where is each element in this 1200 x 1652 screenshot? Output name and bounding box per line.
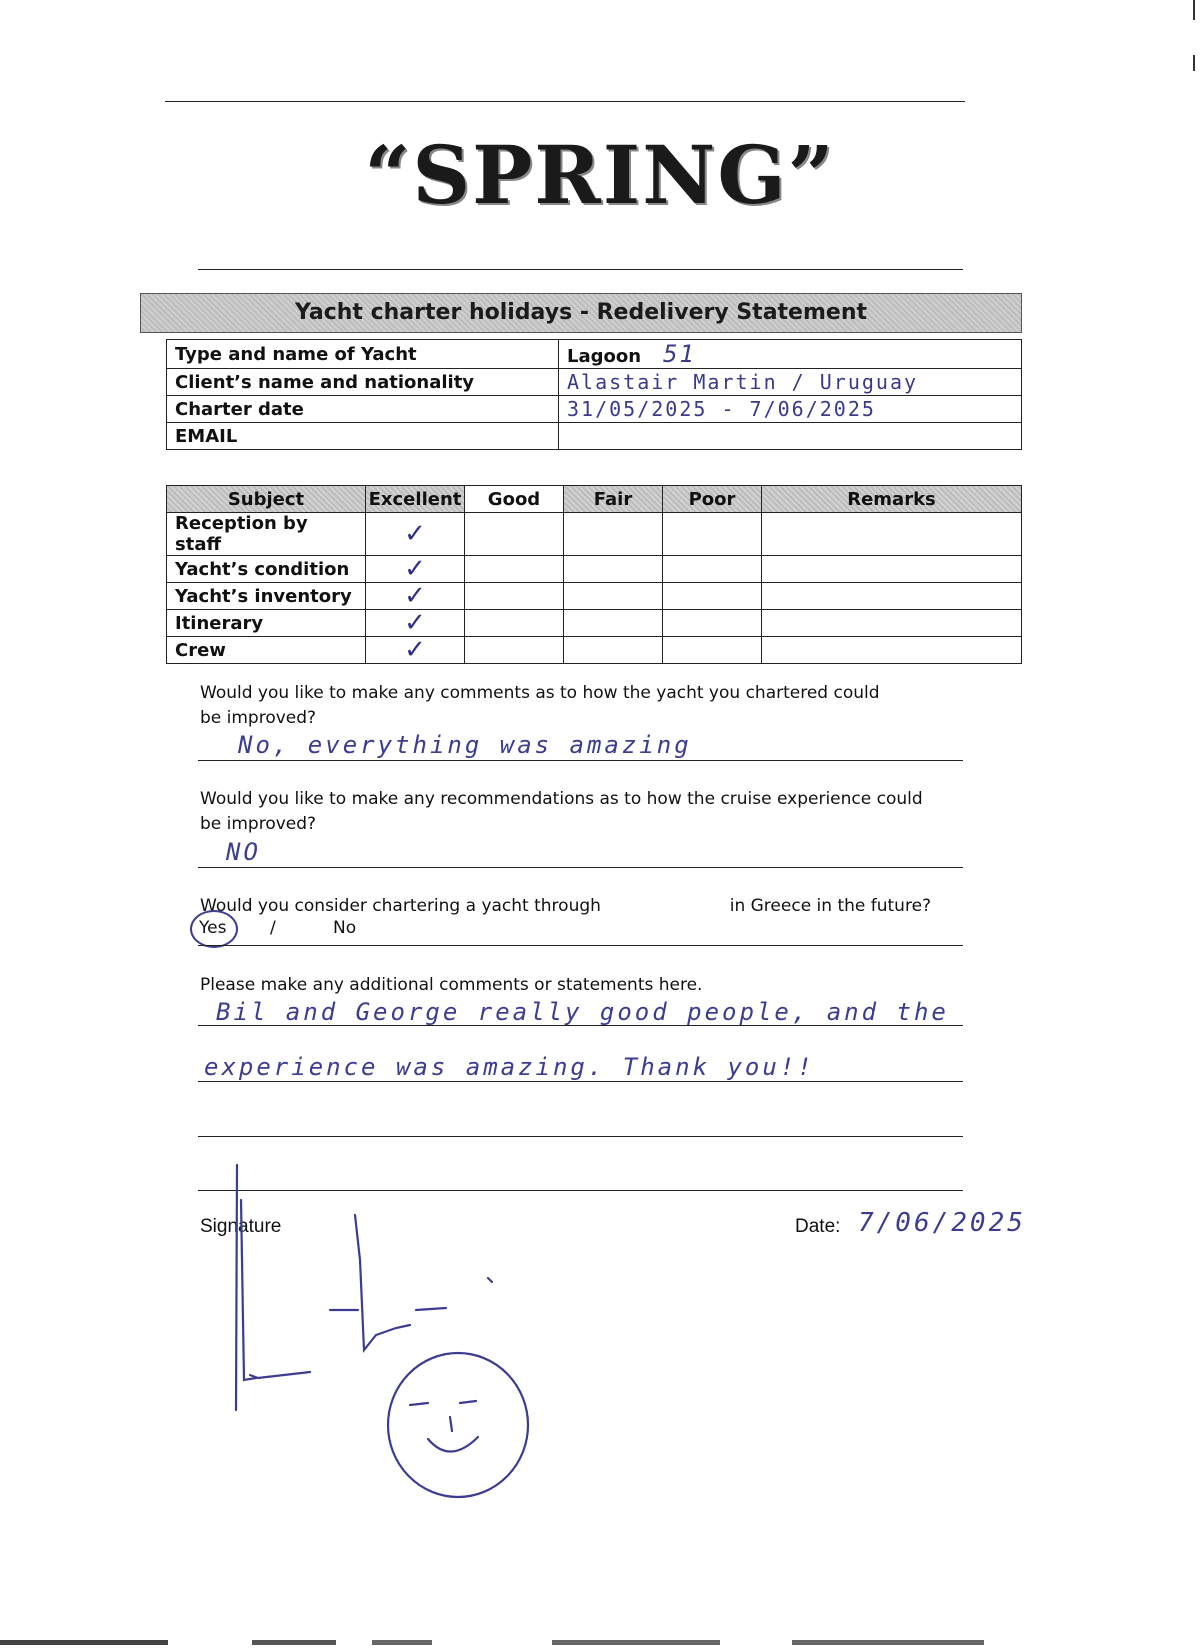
question-future-charter-start: Would you consider chartering a yacht through [200, 896, 601, 916]
header-good: Good [465, 486, 564, 513]
poor-cell [663, 513, 762, 556]
answer-line [198, 867, 963, 868]
ratings-table [166, 485, 1022, 664]
question-cruise-improvement: Would you like to make any recommendations as to how the cruise experience could be improved? [200, 789, 923, 834]
additional-comment-line-1: Bil and George really good people, and the [216, 998, 949, 1026]
ratings-header-row [167, 486, 1022, 513]
info-label: Client’s name and nationality [167, 369, 559, 396]
info-label: Type and name of Yacht [167, 340, 559, 369]
option-separator: / [270, 918, 276, 938]
statement-banner: Yacht charter holidays - Redelivery Statement [140, 293, 1022, 333]
info-label: EMAIL [167, 423, 559, 450]
rating-row [167, 637, 1022, 664]
header-fair: Fair [564, 486, 663, 513]
answer-line [198, 760, 963, 761]
question-additional-comments: Please make any additional comments or statements here. [200, 975, 703, 995]
header-subject: Subject [167, 486, 366, 513]
yes-selection-circle [190, 910, 238, 948]
date-label: Date: [795, 1216, 841, 1237]
excellent-checkmark: ✓ [366, 513, 465, 556]
rating-row [167, 610, 1022, 637]
rating-subject: Reception by staff [167, 513, 366, 556]
good-cell [465, 583, 564, 610]
excellent-checkmark: ✓ [366, 637, 465, 664]
good-cell [465, 637, 564, 664]
scan-edge-mark [1193, 55, 1195, 71]
signature-stroke [236, 1165, 237, 1410]
rating-row [167, 556, 1022, 583]
question-yacht-improvement: Would you like to make any comments as to how the yacht you chartered could be improved? [200, 683, 880, 728]
rating-row [167, 583, 1022, 610]
no-option: No [333, 918, 357, 938]
signature-stroke [241, 1200, 256, 1380]
client-name-value: Alastair Martin / Uruguay [559, 369, 1022, 396]
excellent-checkmark: ✓ [366, 556, 465, 583]
info-label: Charter date [167, 396, 559, 423]
remarks-cell [762, 513, 1022, 556]
fair-cell [564, 513, 663, 556]
remarks-cell [762, 637, 1022, 664]
poor-cell [663, 583, 762, 610]
answer-cruise-improvement: NO [226, 838, 261, 866]
yacht-info-table [166, 339, 1022, 450]
rating-subject: Crew [167, 637, 366, 664]
answer-line [198, 1025, 963, 1026]
answer-line [198, 1081, 963, 1082]
rating-subject: Yacht’s condition [167, 556, 366, 583]
signature-stroke [488, 1278, 492, 1282]
header-excellent: Excellent [366, 486, 465, 513]
remarks-cell [762, 610, 1022, 637]
additional-comment-line-2: experience was amazing. Thank you!! [204, 1053, 815, 1081]
info-value [559, 340, 1022, 369]
poor-cell [663, 610, 762, 637]
remarks-cell [762, 556, 1022, 583]
header-poor: Poor [663, 486, 762, 513]
info-row-yacht [167, 340, 1022, 369]
fair-cell [564, 610, 663, 637]
answer-yacht-improvement: No, everything was amazing [238, 731, 692, 759]
document-title: “SPRING” [364, 128, 836, 222]
email-value [559, 423, 1022, 450]
fair-cell [564, 583, 663, 610]
info-row-email [167, 423, 1022, 450]
good-cell [465, 513, 564, 556]
signature-stroke [416, 1308, 446, 1310]
good-cell [465, 610, 564, 637]
info-row-client [167, 369, 1022, 396]
excellent-checkmark: ✓ [366, 583, 465, 610]
question-future-charter [200, 894, 960, 919]
remarks-cell [762, 583, 1022, 610]
fair-cell [564, 637, 663, 664]
yes-option: Yes [199, 918, 227, 938]
top-rule [165, 101, 965, 102]
signature-stroke [250, 1372, 310, 1378]
question-future-charter-end: in Greece in the future? [729, 896, 932, 916]
rating-subject: Itinerary [167, 610, 366, 637]
charter-date-value: 31/05/2025 - 7/06/2025 [559, 396, 1022, 423]
answer-line [198, 1136, 963, 1137]
yacht-model-handwritten: 51 [663, 340, 697, 368]
scan-edge-mark [1193, 0, 1195, 20]
header-remarks: Remarks [762, 486, 1022, 513]
scan-edge-mark [0, 1640, 1200, 1645]
smiley-face-icon [380, 1345, 540, 1505]
good-cell [465, 556, 564, 583]
poor-cell [663, 556, 762, 583]
title-underline [198, 269, 963, 270]
poor-cell [663, 637, 762, 664]
answer-line [198, 945, 963, 946]
date-value: 7/06/2025 [858, 1208, 1026, 1238]
rating-row [167, 513, 1022, 556]
signature-label: Signature [200, 1216, 282, 1237]
info-row-charter-date [167, 396, 1022, 423]
excellent-checkmark: ✓ [366, 610, 465, 637]
rating-subject: Yacht’s inventory [167, 583, 366, 610]
yacht-model-printed: Lagoon [567, 346, 642, 367]
signature-stroke [355, 1215, 410, 1350]
fair-cell [564, 556, 663, 583]
